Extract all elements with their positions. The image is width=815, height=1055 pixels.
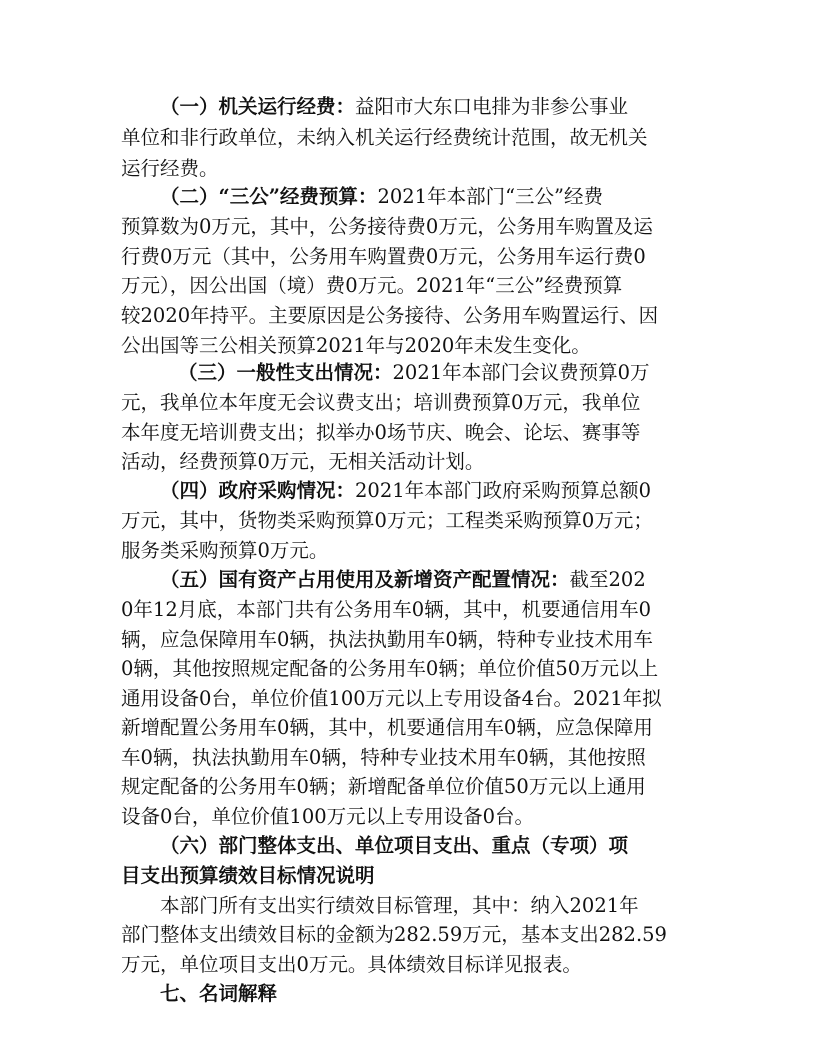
paragraph-line: 公出国等三公相关预算2021年与2020年未发生变化。 [121, 334, 591, 357]
paragraph-line: 设备0台，单位价值100万元以上专用设备0台。 [121, 805, 535, 828]
paragraph-line: 0年12月底，本部门共有公务用车0辆，其中，机要通信用车0 [121, 598, 652, 621]
section-heading-1: （一）机关运行经费： [160, 95, 356, 118]
section-heading-3: （三）一般性支出情况： [178, 361, 393, 384]
paragraph-line: 活动，经费预算0万元，无相关活动计划。 [121, 450, 485, 473]
paragraph-line: 新增配置公务用车0辆，其中，机要通信用车0辆，应急保障用 [121, 716, 653, 739]
section-text: 2021年本部门会议费预算0万 [392, 361, 650, 384]
paragraph-line [178, 358, 650, 388]
paragraph-line: 车0辆，执法执勤用车0辆，特种专业技术用车0辆，其他按照 [121, 746, 646, 769]
section-text: 2021年本部门政府采购预算总额0 [355, 479, 652, 502]
paragraph-line: 万元），因公出国（境）费0万元。2021年“三公”经费预算 [121, 274, 623, 297]
paragraph-line [160, 565, 646, 595]
paragraph-line: 行费0万元（其中，公务用车购置费0万元，公务用车运行费0 [121, 245, 646, 268]
paragraph-line: 0辆，其他按照规定配备的公务用车0辆；单位价值50万元以上 [121, 657, 659, 680]
paragraph-line: 单位和非行政单位，未纳入机关运行经费统计范围，故无机关 [121, 126, 648, 149]
section-heading-5: （五）国有资产占用使用及新增资产配置情况： [160, 568, 570, 591]
paragraph-line: 较2020年持平。主要原因是公务接待、公务用车购置运行、因 [121, 304, 659, 327]
section-heading-6-cont: 目支出预算绩效目标情况说明 [121, 864, 375, 887]
section-heading-2: （二）“三公”经费预算： [160, 185, 378, 208]
section-text: 截至202 [569, 568, 646, 591]
paragraph-line: 本部门所有支出实行绩效目标管理，其中：纳入2021年 [160, 894, 639, 917]
paragraph-line: 万元，单位项目支出0万元。具体绩效目标详见报表。 [121, 953, 582, 976]
paragraph-line [160, 92, 628, 122]
paragraph-line: 本年度无培训费支出；拟举办0场节庆、晚会、论坛、赛事等 [121, 421, 641, 444]
paragraph-line: 规定配备的公务用车0辆；新增配备单位价值50万元以上通用 [121, 775, 646, 798]
section-heading-4: （四）政府采购情况： [160, 479, 356, 502]
section-heading-6: （六）部门整体支出、单位项目支出、重点（专项）项 [160, 834, 629, 857]
paragraph-line: 通用设备0台，单位价值100万元以上专用设备4台。2021年拟 [121, 687, 662, 710]
paragraph-line: 服务类采购预算0万元。 [121, 539, 329, 562]
paragraph-line: 辆，应急保障用车0辆，执法执勤用车0辆，特种专业技术用车 [121, 628, 653, 651]
section-text: 益阳市大东口电排为非参公事业 [355, 95, 629, 118]
paragraph-line [160, 182, 603, 212]
paragraph-line: 万元，其中，货物类采购预算0万元；工程类采购预算0万元； [121, 509, 653, 532]
section-text: 2021年本部门“三公”经费 [377, 185, 604, 208]
paragraph-line: 部门整体支出绩效目标的金额为282.59万元，基本支出282.59 [121, 923, 667, 946]
paragraph-line: 元，我单位本年度无会议费支出；培训费预算0万元，我单位 [121, 391, 641, 414]
section-heading-7: 七、名词解释 [160, 982, 278, 1005]
paragraph-line: 运行经费。 [121, 157, 219, 180]
paragraph-line: 预算数为0万元，其中，公务接待费0万元，公务用车购置及运 [121, 215, 653, 238]
paragraph-line [160, 476, 651, 506]
